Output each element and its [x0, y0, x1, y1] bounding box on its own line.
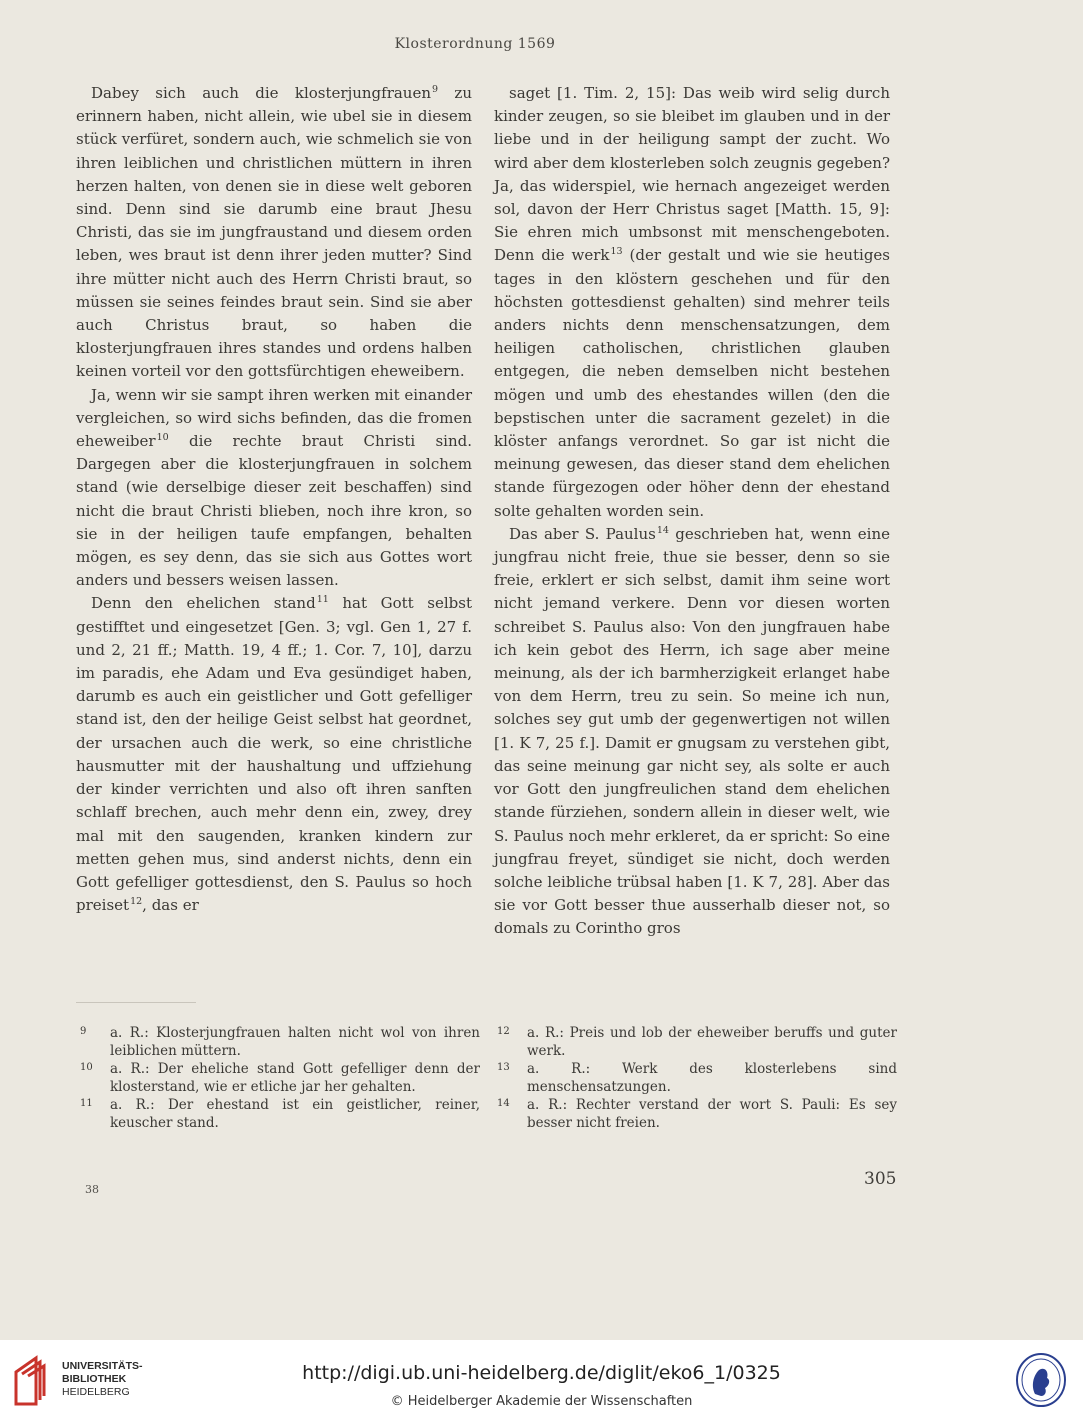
footnote: 12 a. R.: Preis und lob der eheweiber beruffs und guter werk.	[497, 1025, 897, 1059]
body-paragraph	[76, 592, 472, 917]
body-paragraph	[494, 82, 890, 523]
library-name[interactable]: UNIVERSITÄTS- BIBLIOTHEK HEIDELBERG	[62, 1360, 143, 1398]
footnote-rule	[76, 1002, 196, 1003]
academy-seal-icon	[1015, 1352, 1067, 1408]
left-text-column	[76, 82, 472, 917]
body-paragraph	[494, 523, 890, 941]
text-run: Dabey sich auch die klosterjungfrauen	[91, 84, 432, 102]
text-run: , das er	[142, 896, 199, 915]
viewer-footer	[0, 1340, 1083, 1421]
footnote-marker: 12	[130, 896, 143, 908]
footnote: 13 a. R.: Werk des klosterlebens sind menschensatzungen.	[497, 1061, 897, 1095]
footnote: 10 a. R.: Der eheliche stand Gott gefelliger denn der klosterstand, wie er etliche jar her gehalten.	[80, 1061, 480, 1095]
footnotes-left	[80, 1025, 480, 1133]
footnote: 14 a. R.: Rechter verstand der wort S. Pauli: Es sey besser nicht freien.	[497, 1097, 897, 1131]
footnotes-right	[497, 1025, 897, 1133]
footnote: 11 a. R.: Der ehestand ist ein geistlicher, reiner, keuscher stand.	[80, 1097, 480, 1131]
footnote-marker: 9	[432, 84, 439, 95]
copyright-notice: © Heidelberger Akademie der Wissenschaften	[390, 1394, 693, 1409]
footnote-marker: 10	[156, 432, 169, 444]
page-number: 305	[864, 1169, 897, 1189]
text-run: saget [1. Tim. 2, 15]: Das weib wird selig durch kinder zeugen, so sie bleibet im glauben und in der liebe und in der heiligung sampt der zucht. Wo wird aber dem klosterleben solch zeugnis gegeben? Ja, das widerspiel, wie hernach angezeiget werden sol, davon der Herr Christus saget [Matth. 15, 9]: Sie ehren mich umbsonst mit menschengeboten. Denn die werk	[494, 84, 890, 265]
footnote-marker: 13	[610, 246, 623, 258]
permalink-url[interactable]: http://digi.ub.uni-heidelberg.de/diglit/eko6_1/0325	[302, 1362, 781, 1384]
text-run: Das aber S. Paulus	[509, 524, 656, 543]
footnote-marker: 14	[656, 524, 669, 536]
footnote-marker: 11	[316, 594, 329, 606]
right-text-column	[494, 82, 890, 941]
running-head: Klosterordnung 1569	[394, 36, 556, 52]
text-run: (der gestalt und wie sie heutiges tages in den klöstern geschehen und für den höchsten gottesdienst gehalten) sind mehrer teils anders nichts denn menschensatzungen, dem heiligen catholischen, christlichen glauben entgegen, die neben demselben nicht bestehen mögen und umb des ehestandes willen (den die bepstischen unter die sacrament gezelet) in die klöster anfangs verordnet. So gar ist nicht die meinung gewesen, das dieser stand dem ehelichen stande fürgezogen oder höher denn der ehestand solte gehalten worden sein.	[494, 246, 891, 520]
text-run: zu erinnern haben, nicht allein, wie ubel sie in diesem stück verfüret, sondern auch, wie schmelich sie von ihren leiblichen und christlichen müttern in ihren herzen halten, von denen sie in diese welt geboren sind. Denn sind sie darumb eine braut Jhesu Christi, das sie im jungfraustand und diesem orden leben, wes braut ist denn ihrer jeden mutter? Sind ihre mütter nicht auch des Herrn Christi braut, so müssen sie seines feindes braut sein. Sind sie aber auch Christus braut, so haben die klosterjungfrauen ihres standes und ordens halben keinen vorteil vor den gottsfürchtigen eheweibern.	[76, 84, 472, 381]
text-run: hat Gott selbst gestifftet und eingesetzet [Gen. 3; vgl. Gen 1, 27 f. und 2, 21 ff.; Matth. 19, 4 ff.; 1. Cor. 7, 10], darzu im paradis, ehe Adam und Eva gesündiget haben, darumb es auch ein geistlicher und Gott gefelliger stand ist, den der heilige Geist selbst hat geordnet, der ursachen auch die werk, so eine christliche hausmutter mit der haushaltung und uffziehung der kinder verrichten und also oft ihren sanften schlaff brechen, auch mehr denn ein, zwey, drey mal mit den saugenden, kranken kindern zur metten gehen mus, sind anderst nichts, denn ein Gott gefelliger gottesdienst, den S. Paulus so hoch preiset	[76, 594, 472, 915]
text-run: Denn den ehelichen stand	[91, 594, 316, 613]
signature-mark: 38	[85, 1183, 99, 1196]
body-paragraph	[76, 82, 472, 384]
text-run: geschrieben hat, wenn eine jungfrau nicht freie, thue sie besser, denn so sie freie, erklert er sich selbst, damit ihm seine wort nicht jemand verkere. Denn vor diesen worten schreibet S. Paulus also: Von den jungfrauen habe ich kein gebot des Herrn, ich sage aber meine meinung, als der ich barmherzigkeit erlanget habe von dem Herrn, treu zu sein. So meine ich nun, solches sey gut umb der gegenwertigen not willen [1. K 7, 25 f.]. Damit er gnugsam zu verstehen gibt, das seine meinung gar nicht sey, als solte er auch vor Gott den jungfreulichen stand dem ehelichen stande fürziehen, sondern allein in dieser welt, wie S. Paulus noch mehr erkleret, da er spricht: So eine jungfrau freyet, sündiget sie nicht, doch werden solche leibliche trübsal haben [1. K 7, 28]. Aber das sie vor Gott besser thue ausserhalb dieser not, so domals zu Corintho gros	[494, 524, 890, 938]
text-run: die rechte braut Christi sind. Dargegen aber die klosterjungfrauen in solchem stand (wie derselbige dieser zeit beschaffen) sind nicht die braut Christi blieben, noch ihre kron, so sie in der heiligen taufe empfangen, behalten mögen, es sey denn, das sie sich aus Gottes wort anders und bessers weisen lassen.	[76, 432, 472, 590]
footnote: 9 a. R.: Klosterjungfrauen halten nicht wol von ihren leiblichen müttern.	[80, 1025, 480, 1059]
body-paragraph	[76, 384, 472, 593]
text-run: Ja, wenn wir sie sampt ihren werken mit einander vergleichen, so wird sichs befinden, das die fromen eheweiber	[76, 385, 472, 451]
